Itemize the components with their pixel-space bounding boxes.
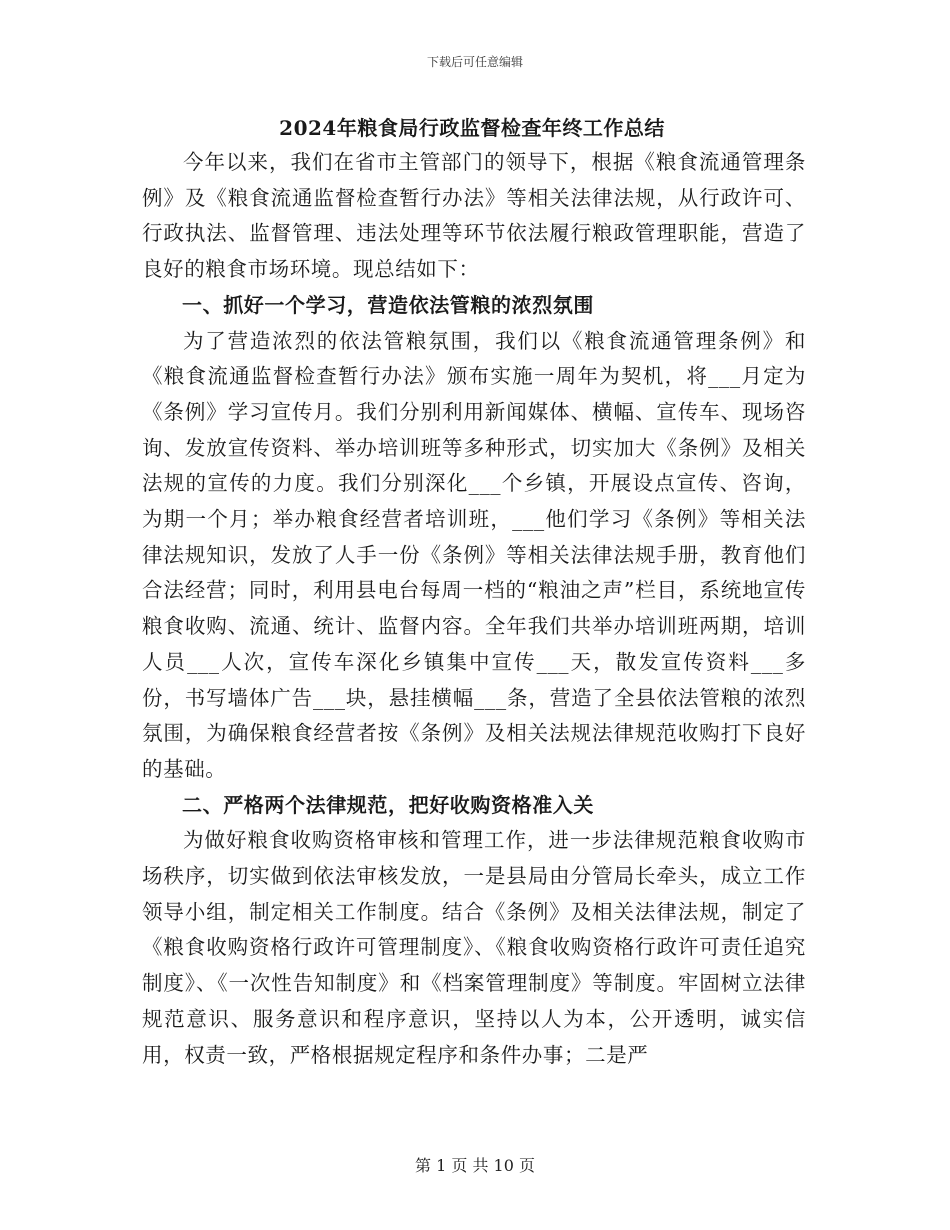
section-1-heading: 一、抓好一个学习，营造依法管粮的浓烈氛围	[182, 292, 594, 317]
page-header-note: 下载后可任意编辑	[426, 55, 523, 69]
page-number-footer: 第 1 页 共 10 页	[415, 1156, 535, 1175]
section-1-paragraph: 为了营造浓烈的依法管粮氛围，我们以《粮食流通管理条例》和《粮食流通监督检查暂行办法》颁布实施一周年为契机，将___月定为《条例》学习宣传月。我们分别利用新闻媒体、横幅、宣传车、现场咨询、发放宣传资料、举办培训班等多种形式，切实加大《条例》及相关法规的宣传的力度。我们分别深化___个乡镇，开展设点宣传、咨询，为期一个月；举办粮食经营者培训班，___他们学习《条例》等相关法律法规知识，发放了人手一份《条例》等相关法律法规手册，教育他们合法经营；同时，利用县电台每周一档的“粮油之声”栏目，系统地宣传粮食收购、流通、统计、监督内容。全年我们共举办培训班两期，培训人员___人次，宣传车深化乡镇集中宣传___天，散发宣传资料___多份，书写墙体广告___块，悬挂横幅___条，营造了全县依法管粮的浓烈氛围，为确保粮食经营者按《条例》及相关法规法律规范收购打下良好的基础。	[142, 328, 806, 781]
section-2-heading: 二、严格两个法律规范，把好收购资格准入关	[182, 792, 594, 817]
section-2-paragraph: 为做好粮食收购资格审核和管理工作，进一步法律规范粮食收购市场秩序，切实做到依法审核发放，一是县局由分管局长牵头，成立工作领导小组，制定相关工作制度。结合《条例》及相关法律法规，制定了《粮食收购资格行政许可管理制度》、《粮食收购资格行政许可责任追究制度》、《一次性告知制度》和《档案管理制度》等制度。牢固树立法律规范意识、服务意识和程序意识，坚持以人为本，公开透明，诚实信用，权责一致，严格根据规定程序和条件办事；二是严	[142, 828, 806, 1067]
document-title: 2024年粮食局行政监督检查年终工作总结	[279, 116, 665, 140]
document-body	[142, 145, 806, 1073]
intro-paragraph: 今年以来，我们在省市主管部门的领导下，根据《粮食流通管理条例》及《粮食流通监督检查暂行办法》等相关法律法规，从行政许可、行政执法、监督管理、违法处理等环节依法履行粮政管理职能，营造了良好的粮食市场环境。现总结如下：	[142, 150, 806, 282]
